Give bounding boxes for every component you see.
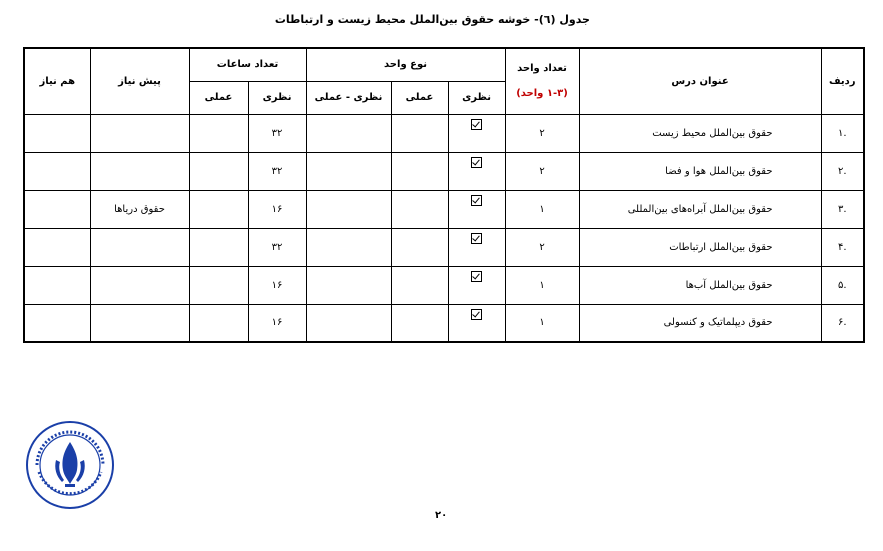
- row-index: .۲: [821, 152, 864, 190]
- course-table: [23, 47, 865, 343]
- row-index: .۶: [821, 304, 864, 342]
- theory-cell: [448, 114, 505, 152]
- page-number: ۲۰: [435, 510, 448, 521]
- prerequisite-value: حقوق دریاها: [90, 190, 189, 228]
- units-value: ۲: [505, 114, 579, 152]
- header-unit-type-theory: نظری: [448, 81, 505, 114]
- row-index: .۵: [821, 266, 864, 304]
- prerequisite-value: [90, 304, 189, 342]
- prerequisite-value: [90, 228, 189, 266]
- checkbox-checked-icon: [471, 195, 482, 206]
- hours-theory-value: ۱۶: [248, 266, 306, 304]
- hours-practical-value: [189, 152, 248, 190]
- table-row: [24, 304, 864, 342]
- table-row: [24, 190, 864, 228]
- corequisite-value: [24, 190, 90, 228]
- corequisite-value: [24, 304, 90, 342]
- course-title: حقوق بین‌الملل ارتباطات: [579, 228, 821, 266]
- hours-theory-value: ۱۶: [248, 190, 306, 228]
- table-row: [24, 114, 864, 152]
- units-value: ۲: [505, 152, 579, 190]
- checkbox-checked-icon: [471, 157, 482, 168]
- theory-cell: [448, 190, 505, 228]
- hours-practical-value: [189, 114, 248, 152]
- header-corequisite: هم نیاز: [24, 48, 90, 114]
- header-units-label: تعداد واحد: [517, 63, 567, 75]
- mixed-cell: [306, 114, 391, 152]
- course-title: حقوق بین‌الملل هوا و فضا: [579, 152, 821, 190]
- mixed-cell: [306, 304, 391, 342]
- course-title: حقوق بین‌الملل آبراه‌های بین‌المللی: [579, 190, 821, 228]
- units-value: ۲: [505, 228, 579, 266]
- theory-cell: [448, 266, 505, 304]
- hours-theory-value: ۳۲: [248, 228, 306, 266]
- course-title: حقوق بین‌الملل محیط زیست: [579, 114, 821, 152]
- mixed-cell: [306, 152, 391, 190]
- corequisite-value: [24, 228, 90, 266]
- units-value: ۱: [505, 304, 579, 342]
- practical-cell: [391, 152, 448, 190]
- units-value: ۱: [505, 190, 579, 228]
- practical-cell: [391, 114, 448, 152]
- table-row: [24, 152, 864, 190]
- row-index: .۱: [821, 114, 864, 152]
- table-row: [24, 266, 864, 304]
- hours-theory-value: ۳۲: [248, 114, 306, 152]
- checkbox-checked-icon: [471, 233, 482, 244]
- header-hours: تعداد ساعات: [189, 48, 306, 81]
- practical-cell: [391, 228, 448, 266]
- corequisite-value: [24, 152, 90, 190]
- course-title: حقوق دیپلماتیک و کنسولی: [579, 304, 821, 342]
- hours-practical-value: [189, 266, 248, 304]
- theory-cell: [448, 304, 505, 342]
- header-unit-type: نوع واحد: [306, 48, 505, 81]
- header-row-index: ردیف: [821, 48, 864, 114]
- header-course-title: عنوان درس: [579, 48, 821, 114]
- theory-cell: [448, 228, 505, 266]
- ministry-seal-icon: [25, 420, 115, 510]
- corequisite-value: [24, 114, 90, 152]
- mixed-cell: [306, 190, 391, 228]
- practical-cell: [391, 304, 448, 342]
- hours-theory-value: ۳۲: [248, 152, 306, 190]
- header-units: [505, 48, 579, 114]
- practical-cell: [391, 266, 448, 304]
- units-value: ۱: [505, 266, 579, 304]
- row-index: .۳: [821, 190, 864, 228]
- hours-practical-value: [189, 304, 248, 342]
- header-unit-type-mixed: نظری - عملی: [306, 81, 391, 114]
- mixed-cell: [306, 228, 391, 266]
- table-caption: جدول (٦)- خوشه حقوق بین‌الملل محیط زیست و ارتباطات: [274, 13, 590, 26]
- checkbox-checked-icon: [471, 309, 482, 320]
- prerequisite-value: [90, 266, 189, 304]
- header-hours-practical: عملی: [189, 81, 248, 114]
- header-prerequisite: پیش نیاز: [90, 48, 189, 114]
- prerequisite-value: [90, 114, 189, 152]
- corequisite-value: [24, 266, 90, 304]
- checkbox-checked-icon: [471, 271, 482, 282]
- course-title: حقوق بین‌الملل آب‌ها: [579, 266, 821, 304]
- prerequisite-value: [90, 152, 189, 190]
- row-index: .۴: [821, 228, 864, 266]
- table-row: [24, 228, 864, 266]
- checkbox-checked-icon: [471, 119, 482, 130]
- hours-practical-value: [189, 228, 248, 266]
- practical-cell: [391, 190, 448, 228]
- header-unit-type-practical: عملی: [391, 81, 448, 114]
- header-hours-theory: نظری: [248, 81, 306, 114]
- theory-cell: [448, 152, 505, 190]
- header-units-range: (۱-۳ واحد): [516, 88, 568, 100]
- hours-practical-value: [189, 190, 248, 228]
- hours-theory-value: ۱۶: [248, 304, 306, 342]
- mixed-cell: [306, 266, 391, 304]
